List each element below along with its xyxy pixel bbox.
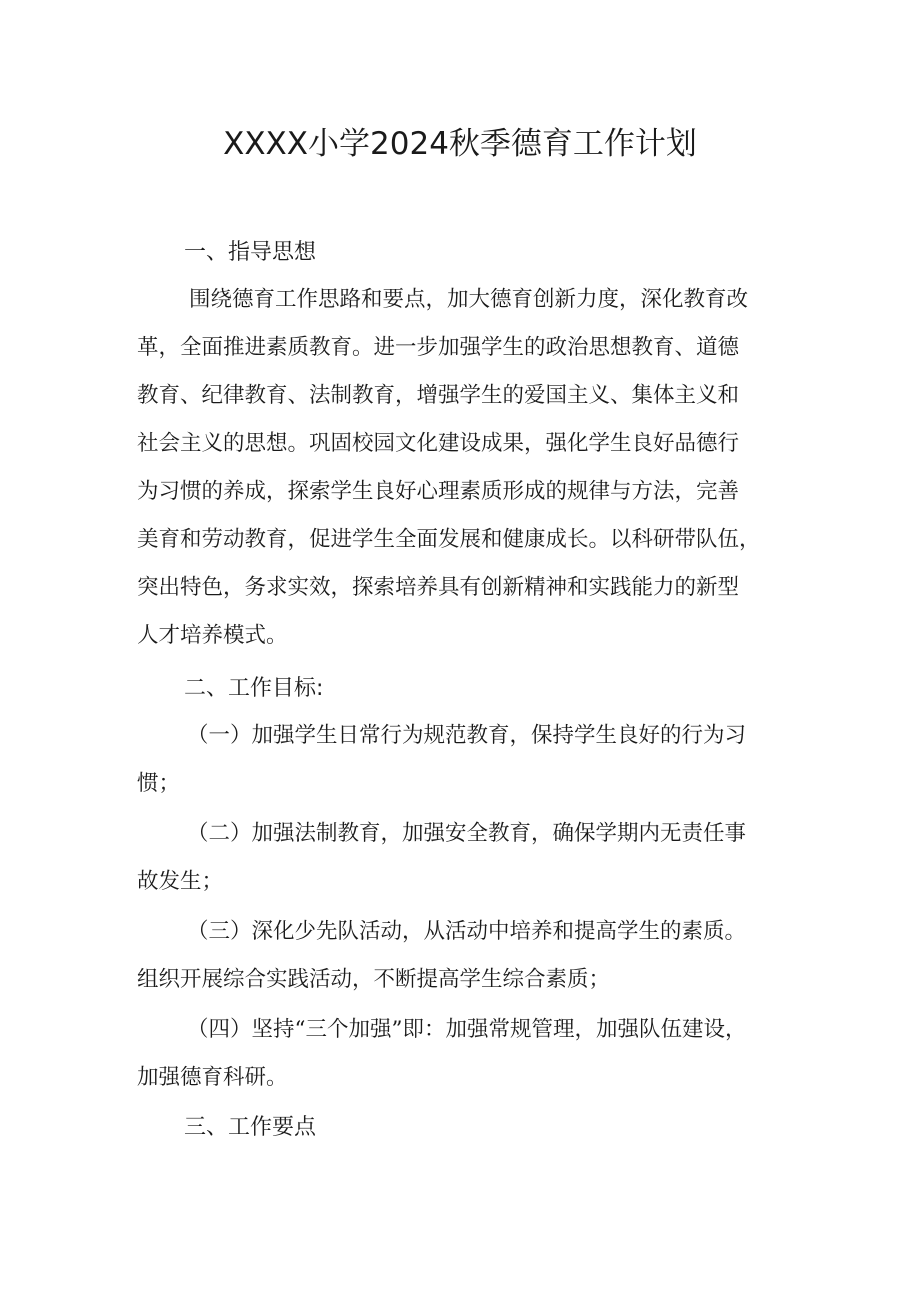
paragraph-line: 社会主义的思想。巩固校园文化建设成果，强化学生良好品德行	[137, 431, 740, 456]
goal-line: （二）加强法制教育，加强安全教育，确保学期内无责任事	[187, 821, 747, 846]
section-heading-guiding-ideology: 一、指导思想	[184, 240, 317, 265]
goal-item-3	[137, 908, 797, 1004]
goal-line: 惯；	[137, 771, 181, 796]
paragraph-line: 围绕德育工作思路和要点，加大德育创新力度，深化教育改	[189, 287, 749, 312]
goal-line: （三）深化少先队活动，从活动中培养和提高学生的素质。	[187, 919, 747, 944]
goal-line: 组织开展综合实践活动，不断提高学生综合素质；	[137, 967, 611, 992]
goal-line: （一）加强学生日常行为规范教育，保持学生良好的行为习	[187, 723, 747, 748]
paragraph-line: 教育、纪律教育、法制教育，增强学生的爱国主义、集体主义和	[137, 383, 740, 408]
goal-line: 加强德育科研。	[137, 1065, 288, 1090]
goal-line: 故发生；	[137, 869, 224, 894]
section-heading-work-points: 三、工作要点	[184, 1115, 317, 1140]
paragraph-line: 革，全面推进素质教育。进一步加强学生的政治思想教育、道德	[137, 335, 740, 360]
goal-item-1	[137, 712, 797, 808]
goal-item-4	[137, 1006, 797, 1102]
goal-item-2	[137, 810, 797, 906]
paragraph-line: 突出特色，务求实效，探索培养具有创新精神和实践能力的新型	[137, 575, 740, 600]
paragraph-line: 为习惯的养成，探索学生良好心理素质形成的规律与方法，完善	[137, 479, 740, 504]
paragraph-line: 人才培养模式。	[137, 623, 288, 648]
section-heading-work-goals: 二、工作目标:	[184, 676, 324, 701]
document-title: XXXX小学2024秋季德育工作计划	[223, 126, 697, 162]
guiding-ideology-paragraph	[137, 276, 797, 660]
goal-line: （四）坚持“三个加强”即：加强常规管理，加强队伍建设，	[187, 1017, 747, 1042]
paragraph-line: 美育和劳动教育，促进学生全面发展和健康成长。以科研带队伍，	[137, 527, 761, 552]
